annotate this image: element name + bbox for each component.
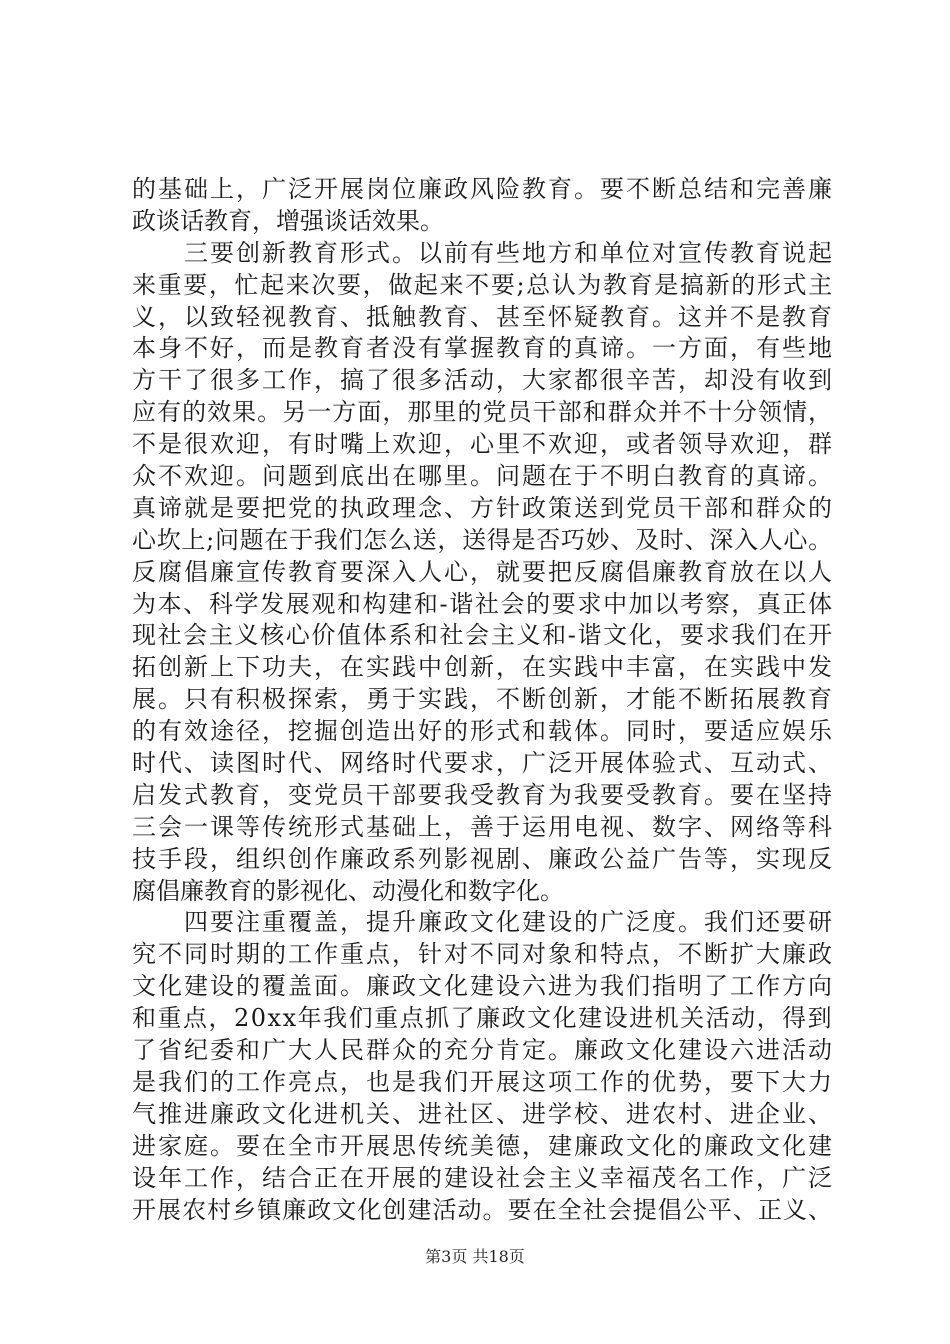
text-line: 了省纪委和广大人民群众的充分肯定。廉政文化建设六进活动 [132, 1036, 834, 1065]
text-line: 拓创新上下功夫，在实践中创新，在实践中丰富，在实践中发 [132, 653, 834, 682]
text-line: 设年工作，结合正在开展的建设社会主义幸福茂名工作，广泛 [132, 1163, 834, 1192]
text-line: 心坎上;问题在于我们怎么送，送得是否巧妙、及时、深入人心。 [132, 525, 833, 554]
text-line: 不是很欢迎，有时嘴上欢迎，心里不欢迎，或者领导欢迎，群 [132, 430, 834, 459]
body-text [132, 174, 832, 1226]
text-line: 来重要，忙起来次要，做起来不要;总认为教育是搞新的形式主 [132, 270, 834, 299]
text-line: 本身不好，而是教育者没有掌握教育的真谛。一方面，有些地 [132, 334, 834, 363]
text-line: 进家庭。要在全市开展思传统美德，建廉政文化的廉政文化建 [132, 1131, 834, 1160]
text-line: 和重点，20xx年我们重点抓了廉政文化建设进机关活动，得到 [132, 1004, 834, 1033]
text-line: 的有效途径，挖掘创造出好的形式和载体。同时，要适应娱乐 [132, 717, 834, 746]
text-line: 开展农村乡镇廉政文化创建活动。要在全社会提倡公平、正义、 [132, 1195, 834, 1224]
text-line: 为本、科学发展观和构建和-谐社会的要求中加以考察，真正体 [132, 589, 834, 618]
text-line: 应有的效果。另一方面，那里的党员干部和群众并不十分领情， [132, 398, 834, 427]
text-line: 腐倡廉教育的影视化、动漫化和数字化。 [132, 876, 564, 905]
text-line: 气推进廉政文化进机关、进社区、进学校、进农村、进企业、 [132, 1099, 834, 1128]
text-line: 的基础上，广泛开展岗位廉政风险教育。要不断总结和完善廉 [132, 175, 834, 203]
page-footer: 第3页 共18页 [425, 1247, 525, 1266]
text-line: 技手段，组织创作廉政系列影视剧、廉政公益广告等，实现反 [132, 844, 834, 873]
text-line: 三要创新教育形式。以前有些地方和单位对宣传教育说起 [132, 238, 834, 267]
text-line: 启发式教育，变党员干部要我受教育为我要受教育。要在坚持 [132, 780, 834, 809]
text-line: 究不同时期的工作重点，针对不同对象和特点，不断扩大廉政 [132, 940, 834, 969]
text-line: 现社会主义核心价值体系和社会主义和-谐文化，要求我们在开 [132, 621, 834, 650]
text-line: 方干了很多工作，搞了很多活动，大家都很辛苦，却没有收到 [132, 366, 834, 395]
text-line: 三会一课等传统形式基础上，善于运用电视、数字、网络等科 [132, 812, 834, 841]
text-line: 时代、读图时代、网络时代要求，广泛开展体验式、互动式、 [132, 749, 834, 778]
text-line: 反腐倡廉宣传教育要深入人心，就要把反腐倡廉教育放在以人 [132, 557, 834, 586]
text-line: 是我们的工作亮点，也是我们开展这项工作的优势，要下大力 [132, 1067, 834, 1096]
text-line: 展。只有积极探索，勇于实践，不断创新，才能不断拓展教育 [132, 685, 834, 714]
text-line: 义，以致轻视教育、抵触教育、甚至怀疑教育。这并不是教育 [132, 302, 834, 331]
text-line: 政谈话教育，增强谈话效果。 [132, 206, 444, 235]
text-line: 文化建设的覆盖面。廉政文化建设六进为我们指明了工作方向 [132, 972, 834, 1001]
text-line: 真谛就是要把党的执政理念、方针政策送到党员干部和群众的 [132, 493, 834, 522]
text-line: 众不欢迎。问题到底出在哪里。问题在于不明白教育的真谛。 [132, 462, 834, 491]
text-line: 四要注重覆盖，提升廉政文化建设的广泛度。我们还要研 [132, 908, 834, 937]
